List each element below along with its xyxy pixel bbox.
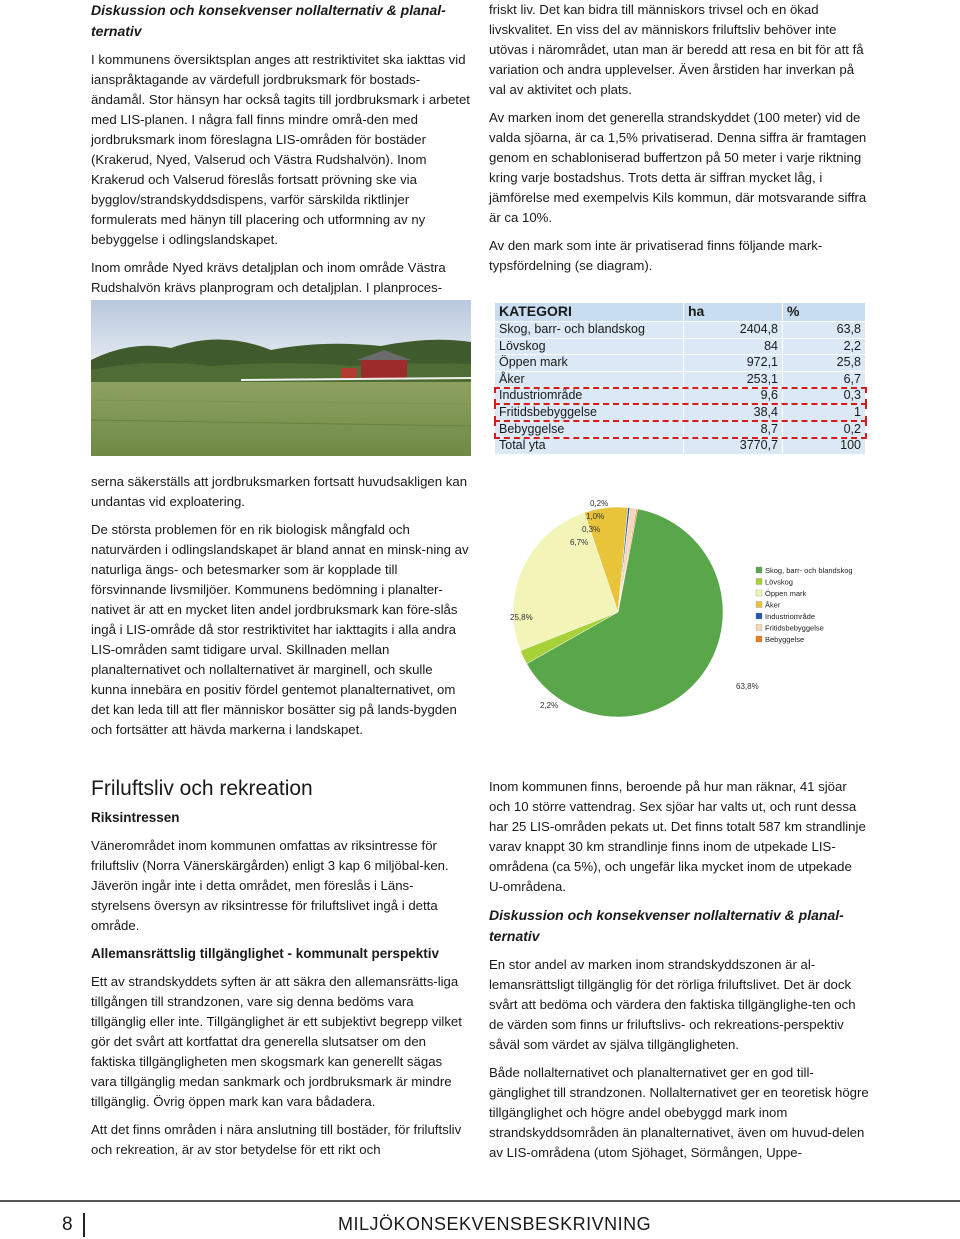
paragraph: friskt liv. Det kan bidra till människors trivsel och en ökad livskvalitet. En viss del av människors friluftsliv behöver inte utövas i närområdet, utan man är beredd att resa en bit för att få variation och andra upplevelser. Även årstiden har inverkan på val av aktivitet och plats. — [489, 2, 864, 97]
right-top-column — [489, 0, 869, 284]
table-row-total — [495, 438, 866, 455]
paragraph: Ett av strandskyddets syften är att säkra den allemansrätts-liga tillgången till strandzonen, vare sig denna bedöms vara tillgänglig eller inte. Tillgänglighet är ett subjektivt begrepp vilket gör det svårt att kortfattat dra generella slutsatser om den faktiska tillgängligheten men skogsmark kan generellt sägas vara tillgänglig medan sankmark och jordbruksmark är mindre tillgänglig. Övrig öppen mark kan vara bådadera. — [91, 974, 462, 1109]
table-cell: 0,3 — [783, 388, 866, 405]
legend-swatch — [756, 590, 762, 596]
table-header-row — [495, 303, 866, 322]
footer-title: MILJÖKONSEKVENSBESKRIVNING — [338, 1214, 652, 1234]
table-cell: 2,2 — [783, 338, 866, 355]
legend-swatch — [756, 567, 762, 573]
paragraph: Både nollalternativet och planalternativet ger en god till-gänglighet till strandzonen. Nollalternativet ger en teoretisk högre tillgänglighet och högre andel obebyggd mark inom strandskyddsområden än planalternativet, även om huvud-delen av LIS-områdena (utom Sjöhaget, Sörmången, Uppe- — [489, 1065, 869, 1160]
pie-data-label: 2,2% — [540, 701, 559, 710]
paragraph: Inom kommunen finns, beroende på hur man räknar, 41 sjöar och 10 större vattendrag. Sex sjöar har valts ut, och runt dessa har 25 LIS-områden pekats ut. Det finns totalt 587 km strandlinje varav knappt 30 km strandlinje finns inom de utpekade LIS-områdena (ca 5%), och ungefär lika mycket inom de utpekade U-områdena. — [489, 779, 866, 894]
paragraph: En stor andel av marken inom strandskyddszonen är al-lemansrättsligt tillgänglig för det rörliga friluftslivet. Det är dock svårt att bedöma och värdera den faktiska tillgänglighe-ten och de värden som finns ur friluftslivs- och rekreations-perspektiv såväl som värdet av själva tillgängligheten. — [489, 957, 856, 1052]
right-bottom-column — [489, 777, 869, 1171]
table-cell: Fritidsbebyggelse — [495, 404, 684, 421]
left-top-column — [91, 0, 471, 306]
footer-divider — [0, 1200, 960, 1202]
table-header: KATEGORI — [495, 303, 684, 322]
pie-data-label: 0,2% — [590, 499, 609, 508]
pie-chart — [488, 495, 888, 725]
legend-label: Åker — [765, 600, 781, 610]
table-cell: Åker — [495, 371, 684, 388]
paragraph: De största problemen för en rik biologisk mångfald och naturvärden i odlingslandskapet är bland annat en minsk-ning av naturliga ängs- och betesmarker som är kopplade till försvinnande livsmiljöer. Kommunens bedömning i planalter-nativet är att en mycket liten andel jordbruksmark kan före-slås ingå i LIS-område då stor restriktivitet har iakttagits i alla andra LIS-områden samt tidigare urval. Skillnaden mellan planalternativet och nollalternativet är marginell, och skulle kunna innebära en positiv fördel gentemot planalternativet, om det kan leda till att fler människor bosätter sig på lands-bygden och fortsätter att hävda markerna i landskapet. — [91, 522, 469, 737]
table-cell: Lövskog — [495, 338, 684, 355]
table-row — [495, 388, 866, 405]
paragraph: Av marken inom det generella strandskyddet (100 meter) vid de valda sjöarna, är ca 1,5% privatiserad. Denna siffra är framtagen genom en schabloniserad buffertzon på 50 meter i varje riktning kring varje bostadshus. Trots detta är siffran mycket låg, i jämförelse med exempelvis Kils kommun, där motsvarande siffra är ca 10%. — [489, 110, 867, 225]
table-cell: 84 — [684, 338, 783, 355]
table-cell: 63,8 — [783, 322, 866, 339]
table-cell: 9,6 — [684, 388, 783, 405]
pie-data-label: 25,8% — [510, 613, 533, 622]
land-category-table — [494, 302, 866, 455]
table-header: ha — [684, 303, 783, 322]
page-number-separator — [83, 1213, 85, 1237]
paragraph: I kommunens översiktsplan anges att restriktivitet ska iakttas vid ianspråktagande av värdefull jordbruksmark för bostads-ändamål. Stor hänsyn har också tagits till jordbruksmark i arbetet med LIS-planen. I några fall finns mindre områ-den med jordbruksmark inom föreslagna LIS-områden för bostäder (Krakerud, Nyed, Valserud och Västra Rudshalvön). Inom Krakerud och Valserud föreslås fortsatt prövning ske via bygglov/strandskyddsdispens, varför särskilda riktlinjer formulerats med hänyn till placering och utformning av ny bebyggelse i odlingslandskapet. — [91, 52, 470, 247]
table-cell: Industriområde — [495, 388, 684, 405]
table-cell: 25,8 — [783, 355, 866, 372]
table-row — [495, 338, 866, 355]
pie-data-label: 6,7% — [570, 538, 589, 547]
subheading: Allemansrättslig tillgänglighet - kommunalt perspektiv — [91, 946, 440, 961]
left-mid-column — [91, 472, 471, 748]
table-cell: 3770,7 — [684, 438, 783, 455]
left-bottom-column — [91, 776, 471, 1168]
table-cell: 2404,8 — [684, 322, 783, 339]
legend-swatch — [756, 602, 762, 608]
legend-label: Öppen mark — [765, 589, 807, 598]
table-cell: Öppen mark — [495, 355, 684, 372]
legend-label: Fritidsbebyggelse — [765, 623, 824, 633]
table-cell: 253,1 — [684, 371, 783, 388]
table-cell: 0,2 — [783, 421, 866, 438]
table-cell: 8,7 — [684, 421, 783, 438]
table-row — [495, 421, 866, 438]
table-cell: Skog, barr- och blandskog — [495, 322, 684, 339]
section-heading: Friluftsliv och rekreation — [91, 777, 313, 800]
section-heading: Diskussion och konsekvenser nollalternativ & planal-ternativ — [489, 907, 844, 944]
table-cell: 1 — [783, 404, 866, 421]
paragraph: Vänerområdet inom kommunen omfattas av riksintresse för friluftsliv (Norra Vänerskärgården) enligt 3 kap 6 miljöbal-ken. Jäverön ingår inte i detta området, men föreslås i Läns-styrelsens översyn av riksintresse för friluftslivet ingå i detta område. — [91, 838, 449, 933]
section-heading: Diskussion och konsekvenser nollalternativ & planal-ternativ — [91, 2, 446, 39]
paragraph: Inom område Nyed krävs detaljplan och inom område Västra Rudshalvön krävs planprogram och detaljplan. I planproces- — [91, 260, 446, 295]
table-row — [495, 322, 866, 339]
table-header: % — [783, 303, 866, 322]
table-row — [495, 404, 866, 421]
paragraph: Av den mark som inte är privatiserad finns följande mark-typsfördelning (se diagram). — [489, 238, 823, 273]
table-row — [495, 355, 866, 372]
pie-data-label: 0,3% — [582, 525, 601, 534]
table-cell: 972,1 — [684, 355, 783, 372]
legend-swatch — [756, 636, 762, 642]
legend-label: Industriområde — [765, 612, 816, 621]
farmland-photo — [91, 300, 471, 456]
table-cell: Bebyggelse — [495, 421, 684, 438]
table-cell: 38,4 — [684, 404, 783, 421]
page-number: 8 — [62, 1214, 73, 1235]
pie-data-label: 63,8% — [736, 682, 759, 691]
legend-swatch — [756, 625, 762, 631]
legend-swatch — [756, 579, 762, 585]
table-cell: Total yta — [495, 438, 684, 455]
paragraph: serna säkerställs att jordbruksmarken fortsatt huvudsakligen kan undantas vid exploatering. — [91, 474, 468, 509]
table-cell: 100 — [783, 438, 866, 455]
legend-label: Skog, barr- och blandskog — [765, 566, 853, 575]
legend-label: Bebyggelse — [765, 635, 805, 644]
pie-data-label: 1,0% — [586, 512, 605, 521]
farmland-photo-illustration — [91, 300, 471, 456]
paragraph: Att det finns områden i nära anslutning till bostäder, för friluftsliv och rekreation, är av stor betydelse för ett rikt och — [91, 1122, 462, 1157]
table-cell: 6,7 — [783, 371, 866, 388]
legend-swatch — [756, 613, 762, 619]
legend-label: Lövskog — [765, 577, 793, 587]
table-row — [495, 371, 866, 388]
pie-chart-svg — [488, 495, 888, 725]
subheading: Riksintressen — [91, 810, 180, 825]
